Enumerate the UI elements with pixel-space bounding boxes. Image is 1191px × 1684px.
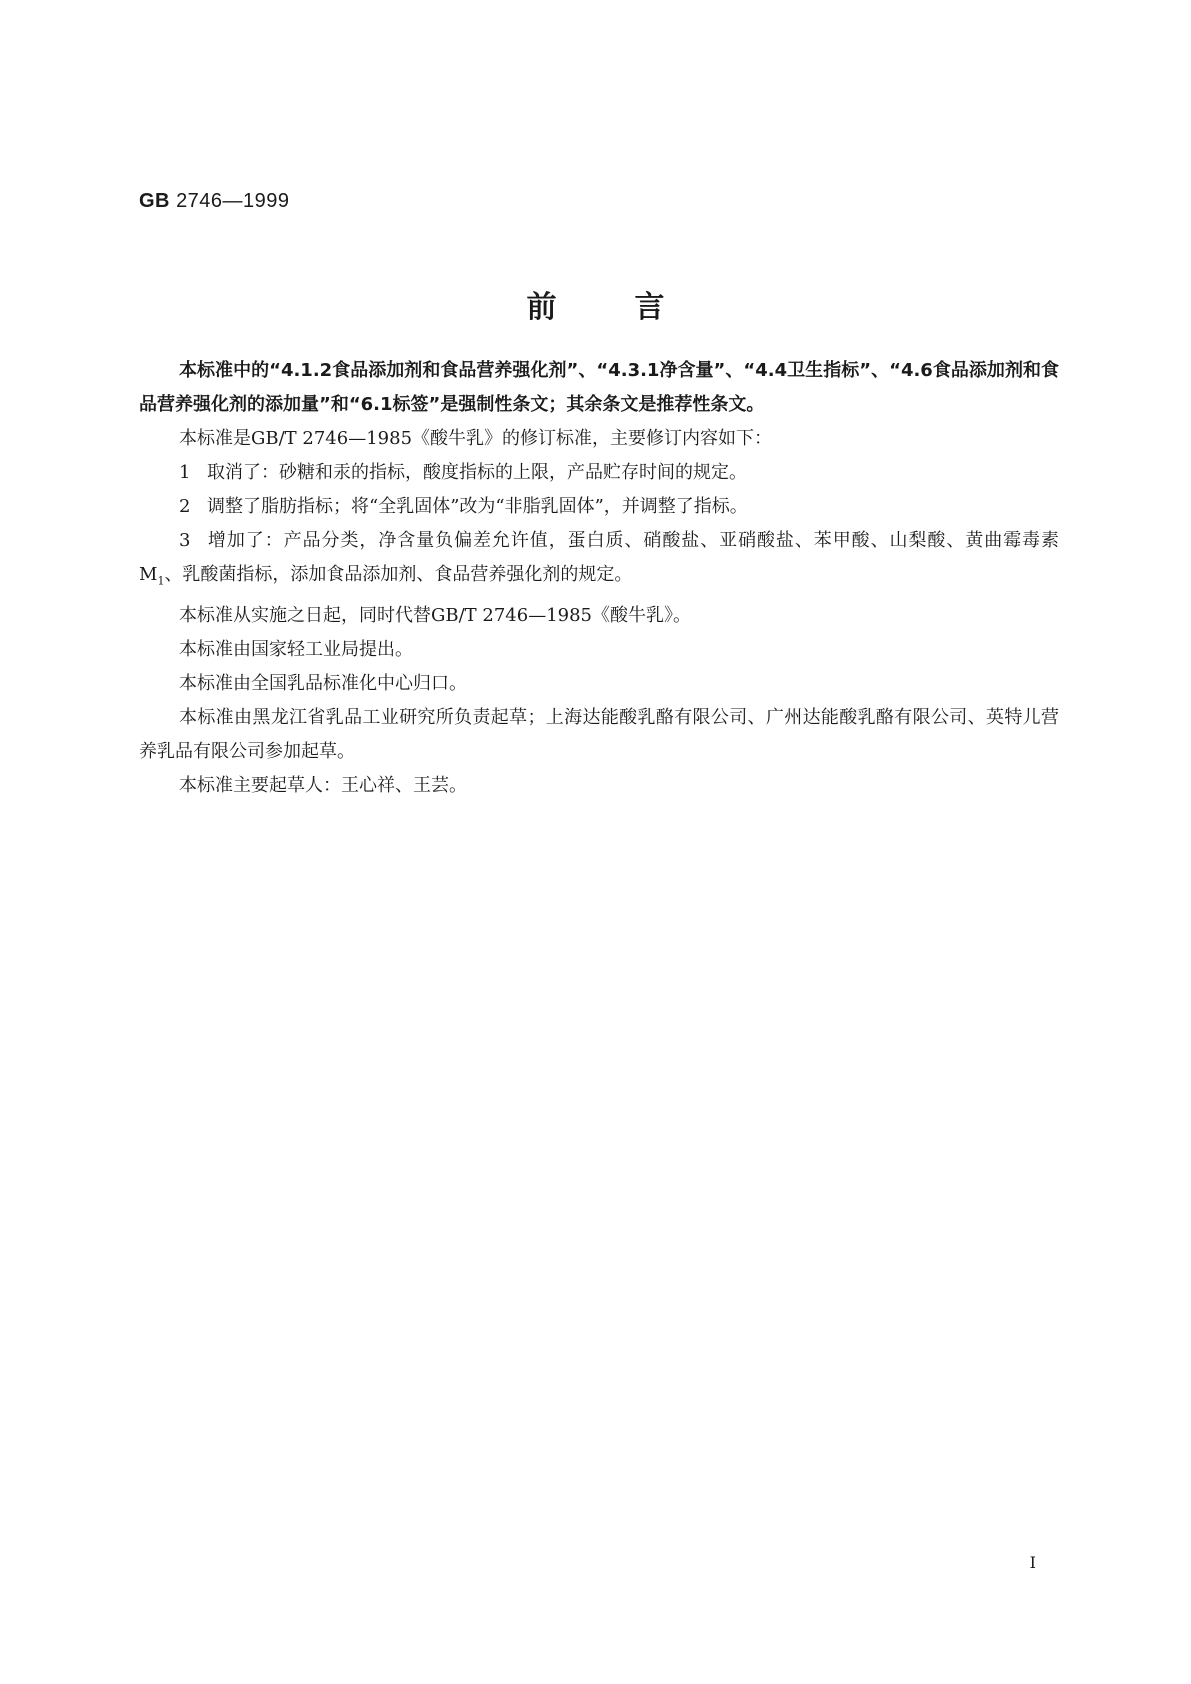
revision-item-3 <box>139 524 1059 599</box>
item-text: 调整了脂肪指标；将“全乳固体”改为“非脂乳固体”，并调整了指标。 <box>207 496 748 517</box>
document-code-header <box>139 190 290 213</box>
drafters-paragraph: 本标准主要起草人：王心祥、王芸。 <box>179 774 467 796</box>
item-text-part-b: 、乳酸菌指标，添加食品添加剂、食品营养强化剂的规定。 <box>164 564 633 585</box>
item-number: 2 <box>179 496 191 517</box>
administration-paragraph: 本标准由全国乳品标准化中心归口。 <box>179 672 467 694</box>
item-text-part-a: 增加了：产品分类，净含量负偏差允许值，蛋白质、硝酸盐、亚硝酸盐、苯甲酸、山梨酸、黄曲霉毒素M <box>139 530 1059 585</box>
mandatory-clause-paragraph: 本标准中的“4.1.2食品添加剂和食品营养强化剂”、“4.3.1净含量”、“4.4卫生指标”、“4.6食品添加剂和食品营养强化剂的添加量”和“6.1标签”是强制性条文；其余条文是推荐性条文。 <box>139 360 1059 415</box>
standard-prefix: GB <box>139 190 170 212</box>
item-number: 3 <box>179 530 191 551</box>
foreword-body <box>139 354 1059 803</box>
proposer-paragraph: 本标准由国家轻工业局提出。 <box>179 638 413 660</box>
replacement-paragraph: 本标准从实施之日起，同时代替GB/T 2746—1985《酸牛乳》。 <box>179 604 692 626</box>
revision-item-2 <box>139 490 1059 524</box>
revision-intro-paragraph: 本标准是GB/T 2746—1985《酸牛乳》的修订标准，主要修订内容如下： <box>179 428 773 449</box>
subscript: 1 <box>157 574 165 588</box>
item-text: 取消了：砂糖和汞的指标，酸度指标的上限，产品贮存时间的规定。 <box>207 462 747 483</box>
page-number: I <box>1029 1553 1036 1572</box>
drafting-organizations-paragraph: 本标准由黑龙江省乳品工业研究所负责起草；上海达能酸乳酪有限公司、广州达能酸乳酪有限公司、英特儿营养乳品有限公司参加起草。 <box>139 706 1059 762</box>
revision-item-1 <box>139 456 1059 490</box>
standard-code: 2746—1999 <box>176 190 290 212</box>
item-number: 1 <box>179 462 191 483</box>
section-title: 前言 <box>526 290 743 325</box>
